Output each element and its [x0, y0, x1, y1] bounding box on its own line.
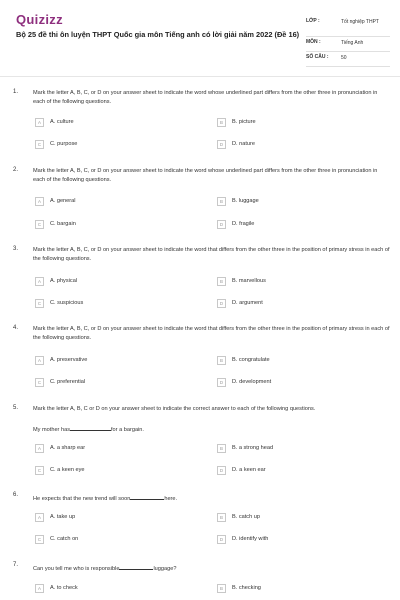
option-letter-box: A	[35, 356, 44, 365]
meta-class-label: LỚP :	[306, 18, 320, 24]
option-text: B. catch up	[232, 513, 260, 520]
option-text: B. luggage	[232, 197, 259, 204]
quizizz-logo[interactable]: Quizizz	[16, 12, 63, 27]
meta-class-row	[306, 16, 390, 37]
option-text: C. catch on	[50, 535, 79, 542]
option-letter-box: A	[35, 197, 44, 206]
option-letter-box: A	[35, 118, 44, 127]
option-letter-box: B	[217, 277, 226, 286]
question-text: Mark the letter A, B, C, or D on your answer sheet to indicate the word that differs from the other three in the position of primary stress in each of the following questions.	[33, 326, 390, 341]
question-number: 4.	[13, 325, 19, 331]
option-text: B. marvellous	[232, 277, 266, 284]
option-text: A. to check	[50, 584, 78, 591]
question-sentence	[33, 562, 176, 574]
option-letter-box: D	[217, 140, 226, 149]
option-letter-box: A	[35, 444, 44, 453]
option-letter-box: C	[35, 535, 44, 544]
meta-subject-value: Tiếng Anh	[341, 40, 364, 46]
option-text: B. a strong head	[232, 444, 274, 451]
option-letter-box: C	[35, 299, 44, 308]
option-text: A. physical	[50, 277, 78, 284]
worksheet-meta	[306, 16, 390, 67]
option-letter-box: B	[217, 356, 226, 365]
question-text: Mark the letter A, B, C, or D on your answer sheet to indicate the word whose underlined part differs from the other three in pronunciation in each of the following questions.	[33, 90, 378, 105]
option-text: A. culture	[50, 118, 74, 125]
option-letter-box: D	[217, 466, 226, 475]
option-letter-box: D	[217, 299, 226, 308]
question-sentence	[33, 492, 177, 504]
question-text: Mark the letter A, B, C, or D on your answer sheet to indicate the word whose underlined part differs from the other three in pronunciation in each of the following questions.	[33, 168, 378, 183]
meta-class-value: Tốt nghiệp THPT	[341, 19, 379, 25]
option-letter-box: D	[217, 535, 226, 544]
option-text: C. bargain	[50, 220, 76, 227]
answer-blank	[70, 423, 111, 431]
meta-count-row	[306, 52, 390, 67]
question-sentence	[33, 423, 144, 435]
option-text: B. checking	[232, 584, 261, 591]
worksheet-title: Bộ 25 đề thi ôn luyện THPT Quốc gia môn Tiếng anh có lời giải năm 2022 (Đề 16)	[16, 30, 300, 39]
option-text: A. a sharp ear	[50, 444, 86, 451]
meta-count-label: SỐ CÂU :	[306, 54, 329, 60]
worksheet-header	[0, 0, 400, 77]
question-number: 1.	[13, 89, 19, 95]
sentence-end: here.	[164, 496, 178, 502]
option-text: A. preservative	[50, 356, 88, 363]
meta-count-value: 50	[341, 55, 347, 61]
option-text: C. purpose	[50, 140, 78, 147]
option-letter-box: B	[217, 118, 226, 127]
question-number: 3.	[13, 246, 19, 252]
option-letter-box: B	[217, 513, 226, 522]
option-text: B. congratulate	[232, 356, 270, 363]
option-letter-box: B	[217, 444, 226, 453]
option-text: D. nature	[232, 140, 256, 147]
option-text: C. a keen eye	[50, 466, 85, 473]
question-number: 7.	[13, 562, 19, 568]
option-text: A. general	[50, 197, 76, 204]
sentence-end: luggage?	[153, 566, 177, 572]
option-letter-box: C	[35, 220, 44, 229]
option-letter-box: C	[35, 378, 44, 387]
option-letter-box: D	[217, 220, 226, 229]
option-text: D. fragile	[232, 220, 255, 227]
option-letter-box: A	[35, 513, 44, 522]
question-text: Mark the letter A, B, C, or D on your answer sheet to indicate the word that differs from the other three in the position of primary stress in each of the following questions.	[33, 247, 390, 262]
option-text: B. picture	[232, 118, 256, 125]
question-number: 5.	[13, 405, 19, 411]
question-number: 6.	[13, 492, 19, 498]
option-text: D. argument	[232, 299, 263, 306]
option-text: D. development	[232, 378, 272, 385]
option-letter-box: C	[35, 140, 44, 149]
option-letter-box: A	[35, 277, 44, 286]
sentence-end: for a bargain.	[111, 427, 144, 433]
question-number: 2.	[13, 167, 19, 173]
answer-blank	[119, 562, 153, 570]
option-letter-box: D	[217, 378, 226, 387]
sentence-start: My mother has	[33, 427, 70, 433]
option-letter-box: B	[217, 584, 226, 593]
option-text: C. suspicious	[50, 299, 84, 306]
meta-subject-label: MÔN :	[306, 39, 321, 45]
answer-blank	[130, 492, 164, 500]
option-letter-box: A	[35, 584, 44, 593]
option-letter-box: B	[217, 197, 226, 206]
sentence-start: He expects that the new trend will soon	[33, 496, 131, 502]
option-text: D. identify with	[232, 535, 269, 542]
option-text: A. take up	[50, 513, 76, 520]
question-text: Mark the letter A, B, C or D on your answer sheet to indicate the correct answer to each of the following questions.	[33, 406, 316, 412]
option-text: C. preferential	[50, 378, 86, 385]
option-text: D. a keen ear	[232, 466, 266, 473]
sentence-start: Can you tell me who is responsible	[33, 566, 120, 572]
option-letter-box: C	[35, 466, 44, 475]
meta-subject-row	[306, 37, 390, 52]
